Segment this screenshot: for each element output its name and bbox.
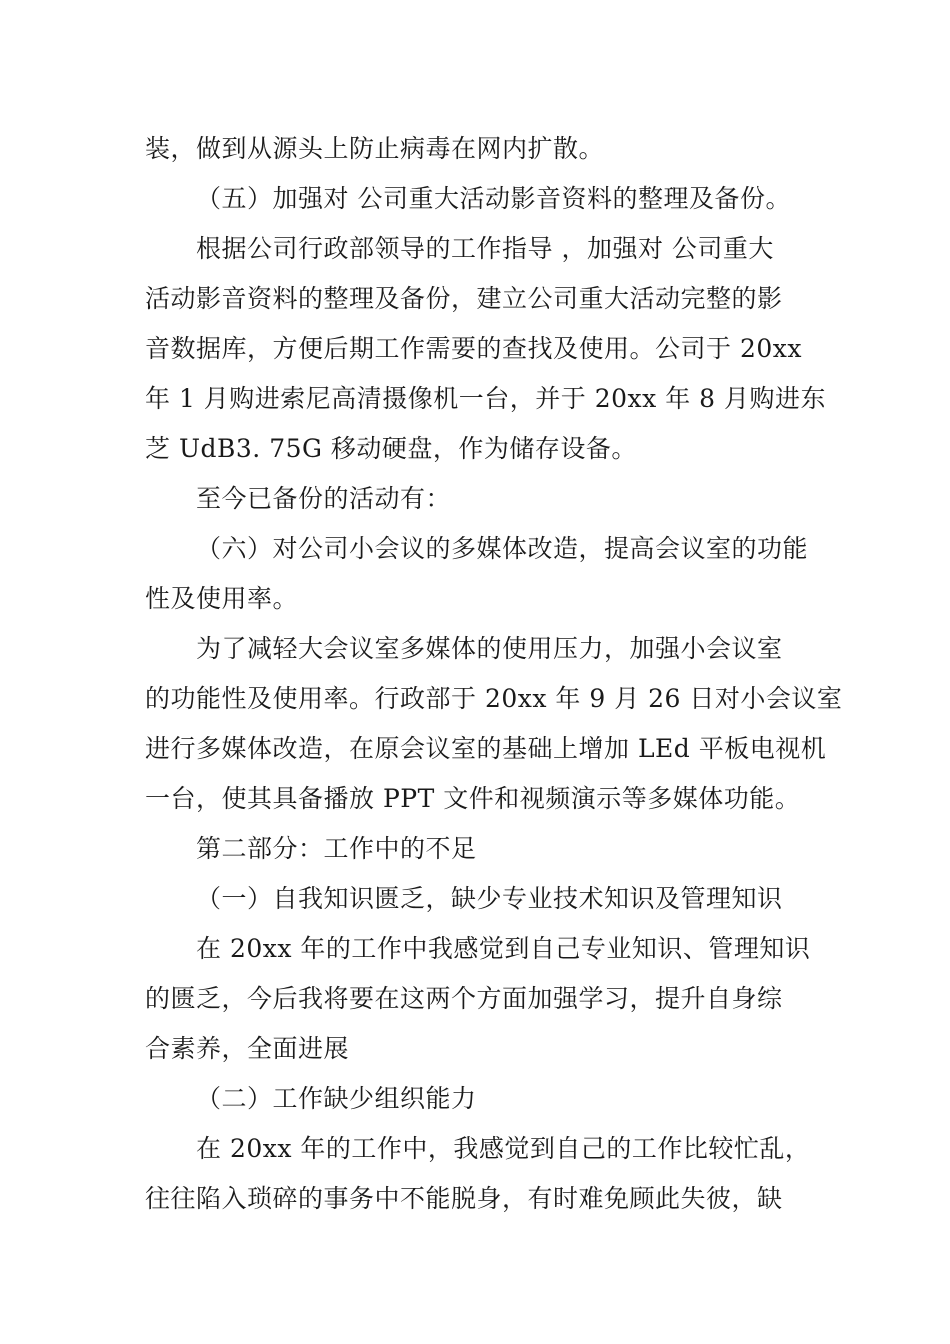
text-line: 的匮乏，今后我将要在这两个方面加强学习，提升自身综 (145, 984, 783, 1013)
text-line: 往往陷入琐碎的事务中不能脱身，有时难免顾此失彼，缺 (145, 1184, 783, 1213)
text-line: 音数据库，方便后期工作需要的查找及使用。公司于 20xx (145, 334, 802, 363)
section-heading-2: （二）工作缺少组织能力 (196, 1084, 477, 1113)
text-line: 芝 UdB3. 75G 移动硬盘，作为储存设备。 (145, 434, 637, 463)
text-line: 进行多媒体改造，在原会议室的基础上增加 LEd 平板电视机 (145, 734, 827, 763)
text-line: 在 20xx 年的工作中，我感觉到自己的工作比较忙乱， (196, 1134, 811, 1163)
text-line: 为了减轻大会议室多媒体的使用压力，加强小会议室 (196, 634, 783, 663)
text-line: 一台，使其具备播放 PPT 文件和视频演示等多媒体功能。 (145, 784, 801, 813)
text-line: 性及使用率。 (145, 584, 299, 613)
text-line: 的功能性及使用率。行政部于 20xx 年 9 月 26 日对小会议室 (145, 684, 843, 713)
section-heading-6: （六）对公司小会议的多媒体改造，提高会议室的功能 (196, 534, 809, 563)
section-heading-1: （一）自我知识匮乏，缺少专业技术知识及管理知识 (196, 884, 783, 913)
part-heading: 第二部分：工作中的不足 (196, 834, 477, 863)
text-line: 根据公司行政部领导的工作指导 ，加强对 公司重大 (196, 234, 774, 263)
text-line: 装，做到从源头上防止病毒在网内扩散。 (145, 134, 605, 163)
text-line: 至今已备份的活动有： (196, 484, 452, 513)
text-line: 合素养，全面进展 (145, 1034, 350, 1063)
text-line: 在 20xx 年的工作中我感觉到自己专业知识、管理知识 (196, 934, 811, 963)
text-line: 年 1 月购进索尼高清摄像机一台，并于 20xx 年 8 月购进东 (145, 384, 827, 413)
text-line: 活动影音资料的整理及备份，建立公司重大活动完整的影 (145, 284, 783, 313)
section-heading-5: （五）加强对 公司重大活动影音资料的整理及备份。 (196, 184, 791, 213)
